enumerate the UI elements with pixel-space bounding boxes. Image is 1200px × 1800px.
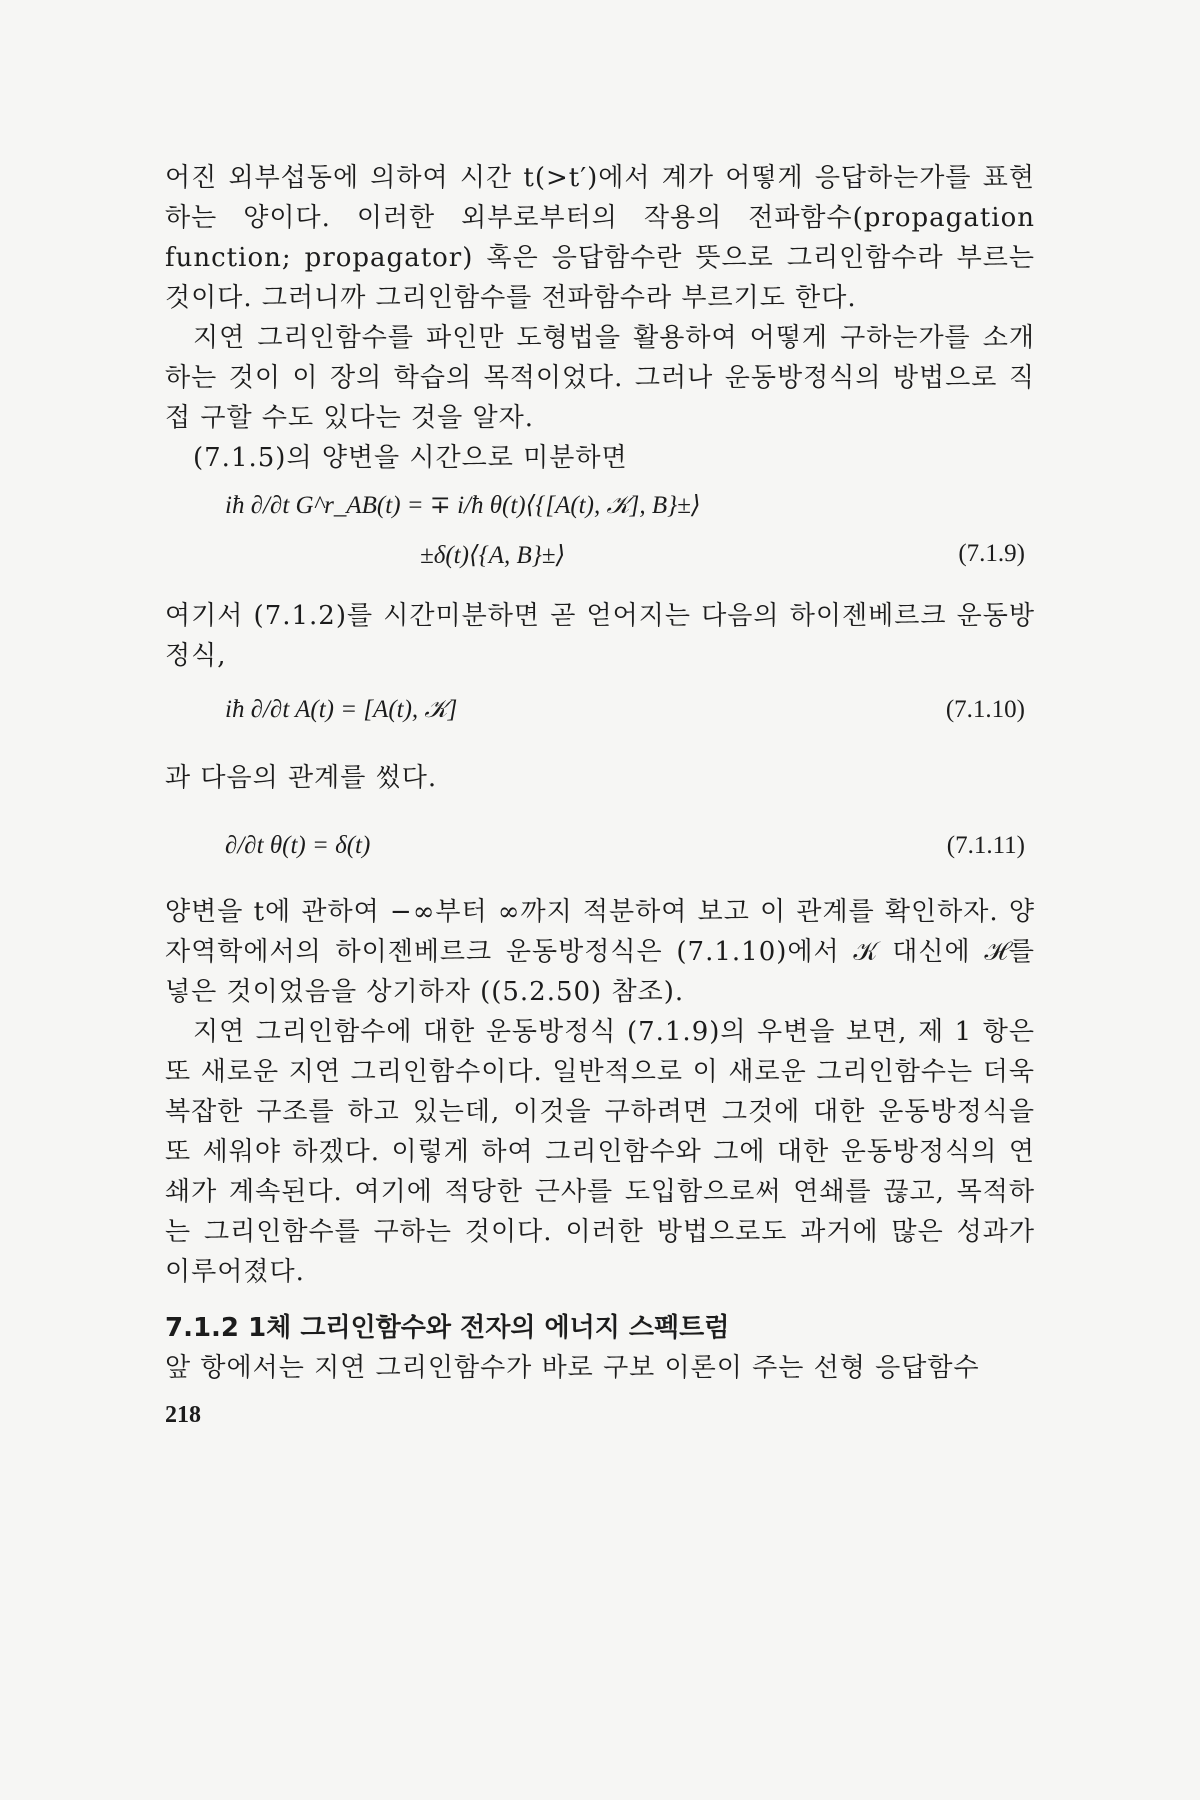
equation-7-1-10 (165, 696, 1035, 740)
paragraph-previous-section: 앞 항에서는 지연 그리인함수가 바로 구보 이론이 주는 선형 응답함수 (165, 1353, 980, 1383)
equation-7-1-9-line1 (165, 490, 1035, 534)
paragraph-heisenberg-intro: 여기서 (7.1.2)를 시간미분하면 곧 얻어지는 다음의 하이젠베르크 운동방정식, (165, 601, 1035, 671)
equation-7-1-11 (165, 832, 1035, 876)
paragraph-equation-chain: 지연 그리인함수에 대한 운동방정식 (7.1.9)의 우변을 보면, 제 1 항은 또 새로운 지연 그리인함수이다. 일반적으로 이 새로운 그리인함수는 더욱 복잡한 구조를 하고 있는데, 이것을 구하려면 그것에 대한 운동방정식을 또 세워야 하겠다. 이렇게 하여 그리인함수와 그에 대한 운동방정식의 연쇄가 계속된다. 여기에 적당한 근사를 도입함으로써 연쇄를 끊고, 목적하는 그리인함수를 구하는 것이다. 이러한 방법으로도 과거에 많은 성과가 이루어졌다. (165, 1017, 1035, 1287)
paragraph-relation-intro: 과 다음의 관계를 썼다. (165, 763, 438, 793)
equation-7-1-9-continuation: ±δ(t)⟨{A, B}±⟩ (420, 542, 566, 569)
paragraph-differentiate-intro: (7.1.5)의 양변을 시간으로 미분하면 (193, 443, 628, 473)
section-heading-7-1-2: 7.1.2 1체 그리인함수와 전자의 에너지 스펙트럼 (165, 1313, 730, 1343)
equation-number-7-1-9: (7.1.9) (958, 540, 1025, 567)
equation-number-7-1-10: (7.1.10) (945, 696, 1025, 723)
equation-number-7-1-11: (7.1.11) (946, 832, 1025, 859)
equation-7-1-10-expression: iħ ∂/∂t A(t) = [A(t), 𝒦] (225, 696, 458, 723)
page-number: 218 (165, 1402, 201, 1428)
paragraph-integration-check: 양변을 t에 관하여 −∞부터 ∞까지 적분하여 보고 이 관계를 확인하자. 양자역학에서의 하이젠베르크 운동방정식은 (7.1.10)에서 𝒦 대신에 ℋ를 넣은 것이었음을 상기하자 ((5.2.50) 참조). (165, 897, 1035, 1007)
equation-7-1-9-line2 (165, 540, 1035, 584)
paragraph-propagator-definition: 어진 외부섭동에 의하여 시간 t(>t′)에서 계가 어떻게 응답하는가를 표현하는 양이다. 이러한 외부로부터의 작용의 전파함수(propagation function; propagator) 혹은 응답함수란 뜻으로 그리인함수라 부르는 것이다. 그러니까 그리인함수를 전파함수라 부르기도 한다. (165, 163, 1035, 313)
paragraph-study-goal: 지연 그리인함수를 파인만 도형법을 활용하여 어떻게 구하는가를 소개하는 것이 이 장의 학습의 목적이었다. 그러나 운동방정식의 방법으로 직접 구할 수도 있다는 것을 알자. (165, 323, 1035, 433)
book-page (165, 0, 1035, 1800)
equation-7-1-9-expression: iħ ∂/∂t G^r_AB(t) = ∓ i/ħ θ(t)⟨{[A(t), 𝒦], B}±⟩ (225, 492, 701, 519)
equation-7-1-11-expression: ∂/∂t θ(t) = δ(t) (225, 832, 371, 859)
